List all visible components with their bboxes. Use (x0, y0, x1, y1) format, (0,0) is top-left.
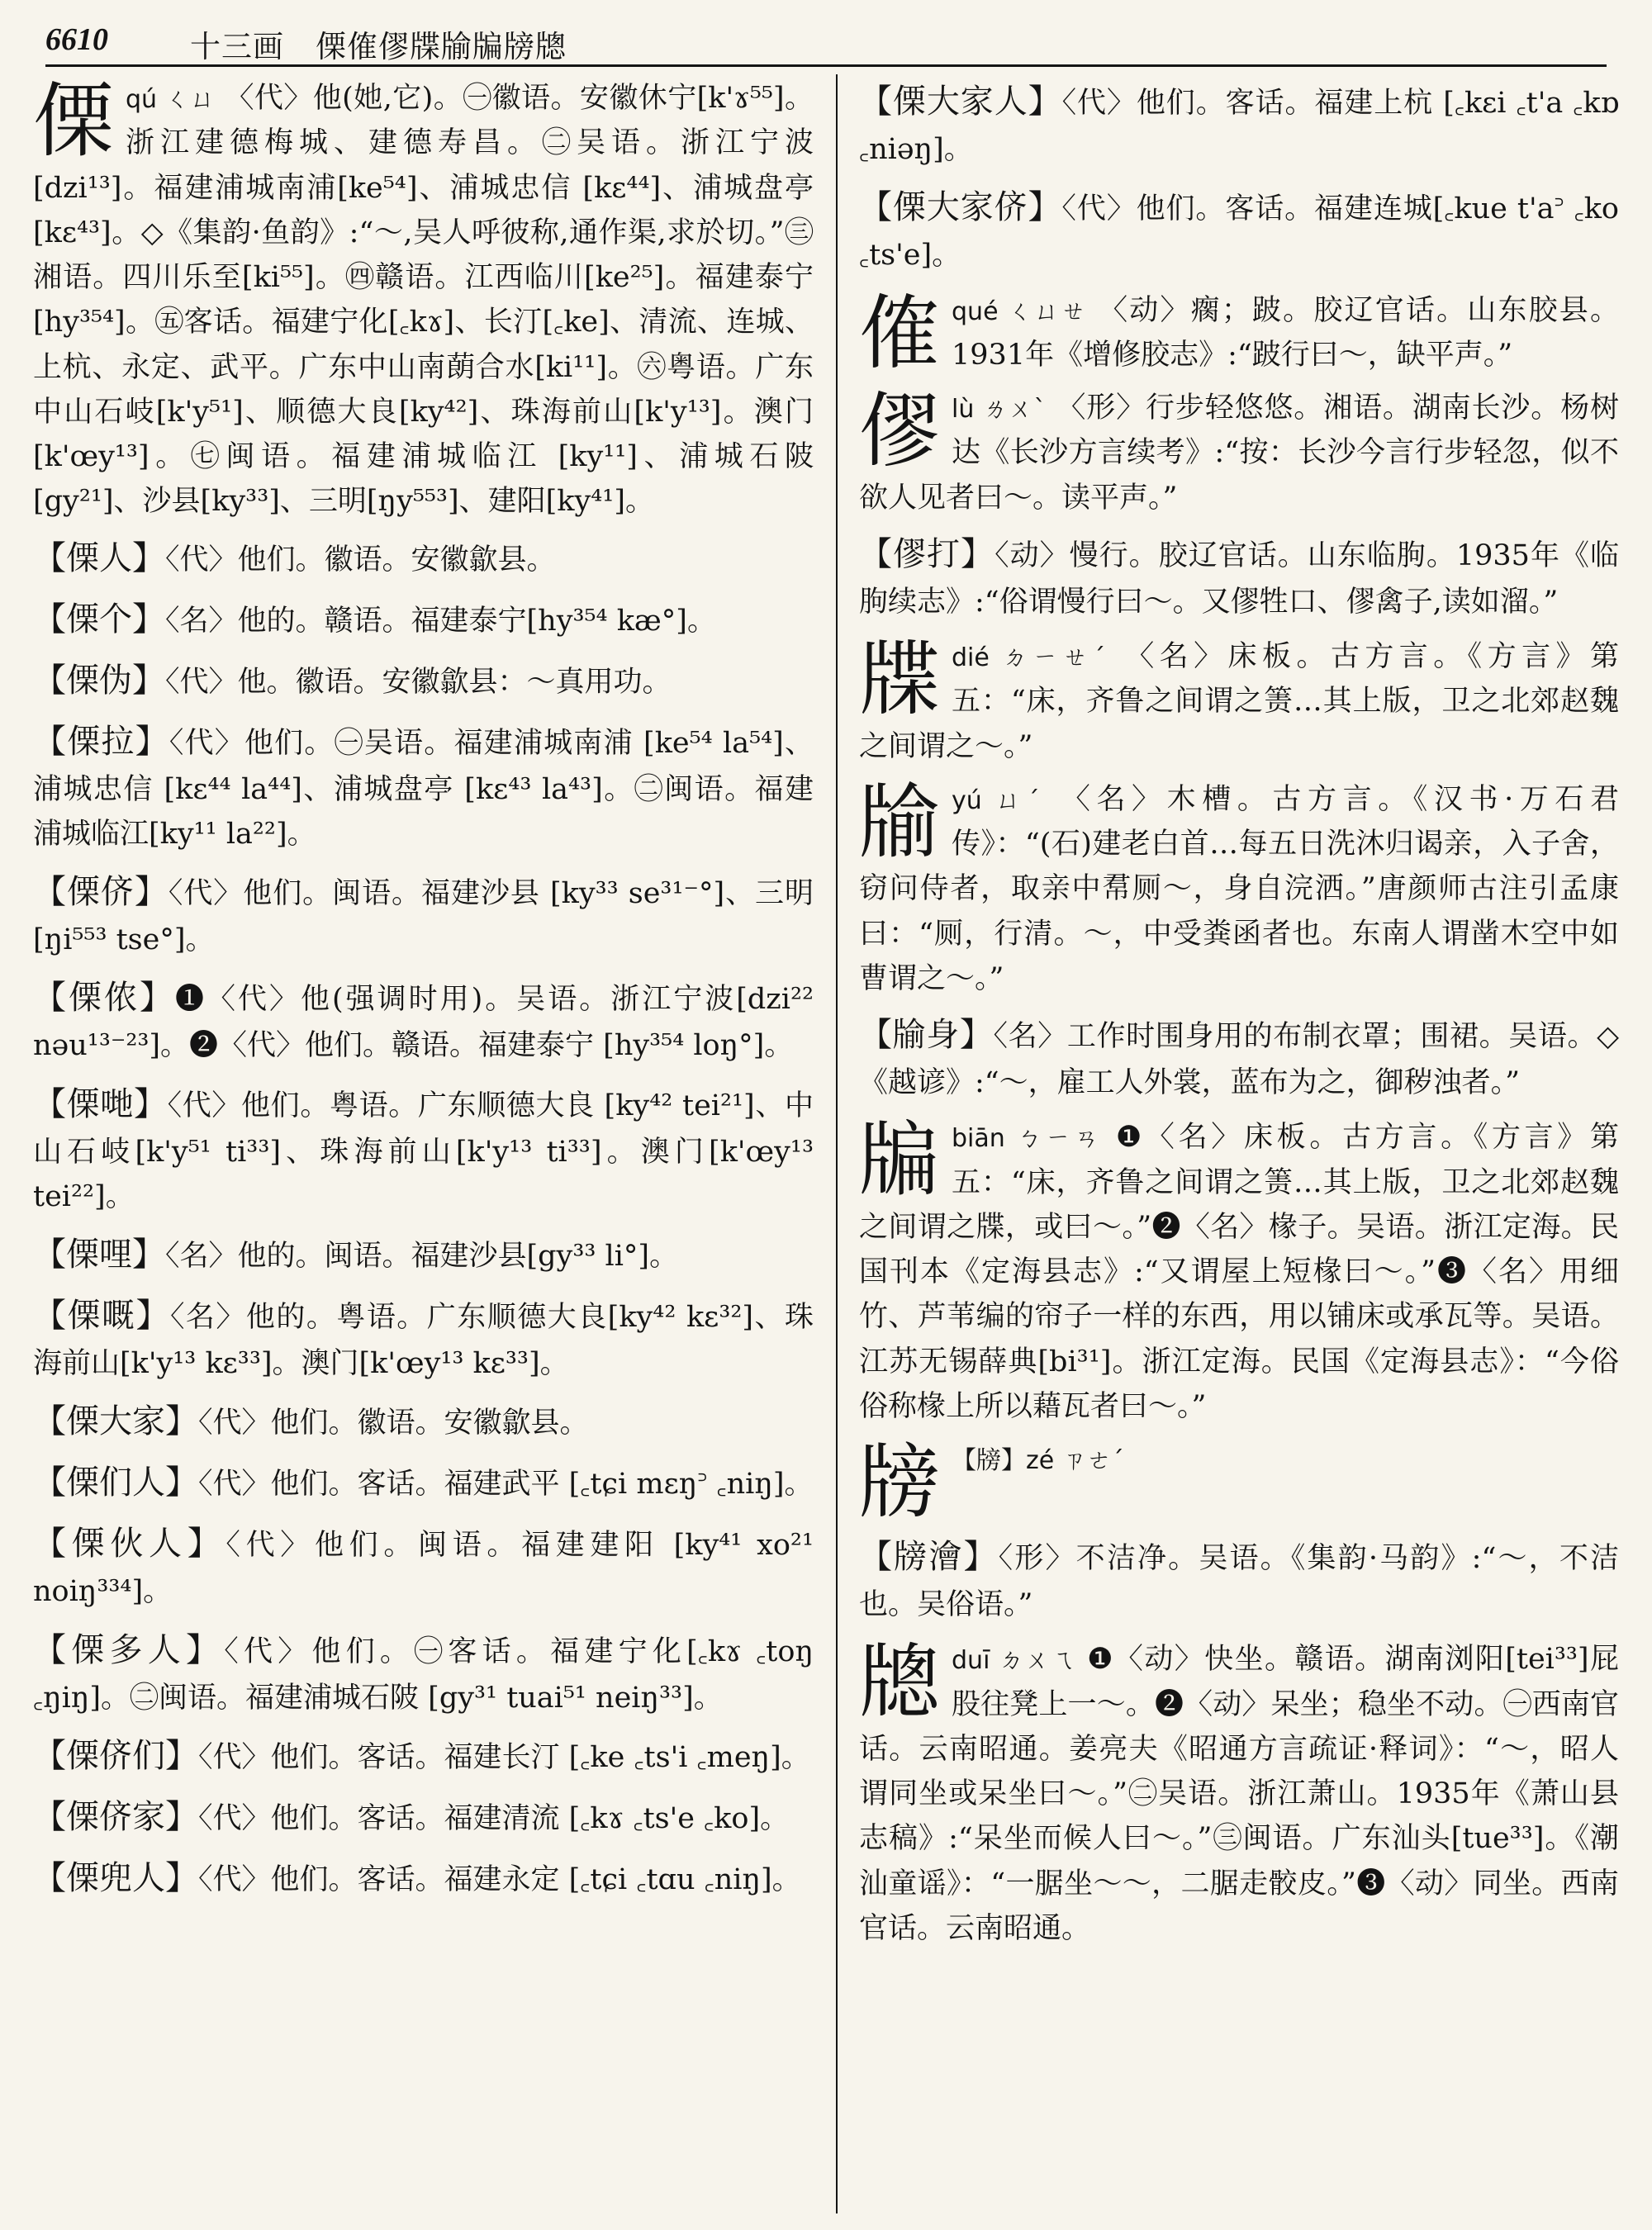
headword-char: 牓 (859, 1435, 941, 1530)
definition-text: 〈代〉他们。徽语。安徽歙县。 (165, 543, 556, 576)
definition-text: ❶〈代〉他(强调时用)。吴语。浙江宁波[dzi²² nəu¹³⁻²³]。❷〈代〉他们。赣语。福建泰宁 [hy³⁵⁴ loŋ°]。 (33, 983, 814, 1063)
compound-entry (859, 529, 1619, 624)
entry-term: 【傈们人】 (33, 1464, 198, 1502)
entry-term: 【傈侬】 (33, 979, 175, 1018)
definition-text: 〈代〉他们。徽语。安徽歙县。 (198, 1407, 589, 1440)
entry-term: 【傈侪家】 (33, 1797, 198, 1836)
pronunciation: yú ㄩˊ (952, 785, 1047, 815)
definition-text: 〈动〉瘸；跛。胶辽官话。山东胶县。1931年《增修胶志》:“跛行曰～，缺平声。” (952, 293, 1619, 372)
definition-text: 〈名〉他的。赣语。福建泰宁[hy³⁵⁴ kæ°]。 (165, 604, 716, 638)
headword-char: 牏 (859, 775, 941, 870)
compound-entry (33, 1396, 814, 1447)
definition-text: 〈代〉他(她,它)。㊀徽语。安徽休宁[k'ɤ⁵⁵]。浙江建德梅城、建德寿昌。㊁吴语。浙江宁波[dzi¹³]。福建浦城南浦[ke⁵⁴]、浦城忠信 [kɛ⁴⁴]、浦城盘亭[kɛ⁴³]。◇《集韵·鱼韵》:“～,吴人呼彼称,通作渠,求於切。”㊂湘语。四川乐至[ki⁵⁵]。㊃赣语。江西临川[ke²⁵]。福建泰宁[hy³⁵⁴]。㊄客话。福建宁化[꜀kɤ]、长汀[꜀ke]、清流、连城、上杭、永定、武平。广东中山南蓢合水[ki¹¹]。㊅粤语。广东中山石岐[k'y⁵¹]、顺德大良[ky⁴²]、珠海前山[k'y¹³]。澳门[k'œy¹³]。㊆闽语。福建浦城临江 [ky¹¹]、浦城石陂 [gy²¹]、沙县[ky³³]、三明[ŋy⁵⁵³]、建阳[ky⁴¹]。 (33, 82, 814, 519)
definition-text: 〈代〉他。徽语。安徽歙县：～真用功。 (165, 665, 672, 699)
pronunciation: biān ㄅㄧㄢ (952, 1124, 1104, 1154)
entry-term: 【僇打】 (859, 534, 995, 573)
page-number: 6610 (45, 22, 108, 57)
compound-entry (859, 76, 1619, 172)
column-divider (836, 74, 838, 2213)
entry-term: 【傈人】 (33, 539, 165, 577)
compound-entry (33, 594, 814, 645)
compound-entry (33, 1290, 814, 1386)
definition-text: 〈名〉他的。粤语。广东顺德大良[ky⁴² kɛ³²]、珠海前山[k'y¹³ kɛ³³]。澳门[k'œy¹³ kɛ³³]。 (33, 1301, 814, 1380)
headword-block (859, 286, 1619, 381)
right-column (859, 76, 1619, 1959)
left-column (33, 76, 814, 1914)
entry-term: 【傈大家】 (33, 1402, 198, 1441)
definition-text: 〈名〉床板。古方言。《方言》第五：“床，齐鲁之间谓之箦…其上版，卫之北郊赵魏之间谓之～。” (859, 640, 1619, 763)
pronunciation: qué ㄑㄩㄝ (952, 297, 1088, 326)
definition-text: 〈代〉他们。客话。福建永定 [꜀tɕi ꜀tɑu ꜀niŋ]。 (198, 1862, 801, 1896)
entry-term: 【傈兜人】 (33, 1858, 198, 1897)
headword-block (859, 777, 1619, 1001)
compound-entry (33, 1625, 814, 1720)
definition-text: 〈代〉他们。闽语。福建建阳 [ky⁴¹ xo²¹ noiŋ³³⁴]。 (33, 1529, 814, 1609)
entry-term: 【牓澮】 (859, 1538, 999, 1576)
entry-term: 【傈个】 (33, 600, 165, 638)
definition-text: 〈代〉他们。客话。福建长汀 [꜀ke ꜀ts'i ꜀meŋ]。 (198, 1740, 810, 1774)
definition-text: ❶〈名〉床板。古方言。《方言》第五：“床，齐鲁之间谓之箦…其上版，卫之北郊赵魏之间谓之牒，或曰～。”❷〈名〉椽子。吴语。浙江定海。民国刊本《定海县志》:“又谓屋上短椽曰～。”❸〈名〉用细竹、芦苇编的帘子一样的东西，用以铺床或承瓦等。吴语。江苏无锡薛典[bi³¹]。浙江定海。民国《定海县志》：“今俗俗称椽上所以藉瓦者曰～。” (859, 1121, 1619, 1423)
compound-entry (33, 533, 814, 584)
entry-term: 【傈哋】 (33, 1084, 168, 1123)
entry-term: 【牏身】 (859, 1016, 994, 1054)
entry-term: 【傈大家侪】 (859, 188, 1062, 227)
entry-term: 【傈嘅】 (33, 1297, 170, 1335)
headword-char: 傈 (33, 74, 115, 168)
entry-term: 【傈伪】 (33, 661, 165, 700)
headword-char: 僇 (859, 384, 941, 478)
headword-block (859, 1637, 1619, 1951)
definition-text: 〈动〉慢行。胶辽官话。山东临朐。1935年《临朐续志》:“俗谓慢行曰～。又僇牲口、僇禽子,读如溜。” (859, 539, 1620, 619)
compound-entry (859, 1009, 1619, 1105)
entry-term: 【傈拉】 (33, 722, 169, 761)
compound-entry (33, 1730, 814, 1782)
compound-entry (33, 1229, 814, 1280)
definition-text: 〈形〉不洁净。吴语。《集韵·马韵》:“～，不洁也。吴俗语。” (859, 1542, 1620, 1621)
compound-entry (33, 1457, 814, 1508)
pronunciation: duī ㄉㄨㄟ (952, 1646, 1077, 1676)
compound-entry (33, 655, 814, 706)
entry-term: 【傈侪们】 (33, 1736, 198, 1775)
page-header (45, 15, 1607, 63)
definition-text: ❶〈动〉快坐。赣语。湖南浏阳[tei³³]屁股往凳上一～。❷〈动〉呆坐；稳坐不动。㊀西南官话。云南昭通。姜亮夫《昭通方言疏证·释词》：“～，昭人谓同坐或呆坐曰～。”㊁吴语。浙江萧山。1935年《萧山县志稿》:“呆坐而候人曰～。”㊂闽语。广东汕头[tue³³]。《潮汕童谣》：“一腒坐～～，二腒走骹皮。”❸〈动〉同坐。西南官话。云南昭通。 (859, 1643, 1619, 1945)
compound-entry (33, 716, 814, 857)
headword-char: 傕 (859, 286, 941, 381)
headword-char: 牒 (859, 633, 941, 727)
header-rule (45, 64, 1607, 67)
entry-term: 【傈大家人】 (859, 83, 1062, 121)
compound-entry (859, 1531, 1619, 1627)
pronunciation: dié ㄉㄧㄝˊ (952, 643, 1111, 672)
headword-block (859, 634, 1619, 769)
headword-block (33, 76, 814, 524)
headword-char: 牕 (859, 1635, 941, 1730)
entry-term: 【傈侪】 (33, 873, 169, 911)
definition-text: 〈形〉行步轻悠悠。湘语。湖南长沙。杨树达《长沙方言续考》:“按：长沙今言行步轻忽，似不欲人见者曰～。读平声。” (859, 391, 1619, 515)
pronunciation: qú ㄑㄩ (126, 85, 216, 114)
definition-text: 〈代〉他们。粤语。广东顺德大良 [ky⁴² tei²¹]、中山石岐[k'y⁵¹ ti³³]、珠海前山[k'y¹³ ti³³]。澳门[k'œy¹³ tei²²]。 (33, 1089, 814, 1213)
definition-text: 〈代〉他们。客话。福建武平 [꜀tɕi mɛŋ꜄ ꜀niŋ]。 (198, 1468, 814, 1502)
pronunciation: lù ㄌㄨˋ (952, 395, 1047, 424)
page-header-title: 十三画 傈傕僇牒牏牑牓牕 (190, 29, 567, 64)
compound-entry (33, 1791, 814, 1843)
headword-block (859, 386, 1619, 520)
definition-text: 〈名〉他的。闽语。福建沙县[gy³³ li°]。 (165, 1240, 679, 1273)
pronunciation: 【牓】zé ㄗㄜˊ (952, 1446, 1124, 1475)
definition-text: 〈名〉木槽。古方言。《汉书·万石君传》：“(石)建老白首…每五日洗沐归谒亲，入子舍，窃问侍者，取亲中帬厕～，身自浣洒。”唐颜师古注引孟康曰：“厕，行清。～，中受粪函者也。东南人谓凿木空中如曹谓之～。” (859, 782, 1619, 995)
definition-text: 〈代〉他们。客话。福建清流 [꜀kɤ ꜀ts'e ꜀ko]。 (198, 1801, 790, 1835)
compound-entry (33, 972, 814, 1068)
compound-entry (859, 182, 1619, 278)
compound-entry (33, 1079, 814, 1220)
definition-text: 〈代〉他们。客话。福建连城[꜀kue t'a꜄ ꜀ko ꜀ts'e]。 (859, 192, 1619, 273)
compound-entry (33, 1853, 814, 1904)
definition-text: 〈代〉他们。㊀吴语。福建浦城南浦 [ke⁵⁴ la⁵⁴]、浦城忠信 [kɛ⁴⁴ la⁴⁴]、浦城盘亭 [kɛ⁴³ la⁴³]。㊁闽语。福建浦城临江[ky¹¹ la²²]。 (33, 726, 814, 851)
compound-entry (33, 1518, 814, 1614)
definition-text: 〈代〉他们。闽语。福建沙县 [ky³³ se³¹⁻°]、三明[ŋi⁵⁵³ tse°]。 (33, 877, 814, 956)
definition-text: 〈名〉工作时围身用的布制衣罩；围裙。吴语。◇《越谚》:“～，雇工人外裳，蓝布为之，御秽浊者。” (859, 1020, 1620, 1099)
entry-term: 【傈多人】 (33, 1630, 225, 1669)
definition-text: 〈代〉他们。客话。福建上杭 [꜀kɛi ꜀t'a ꜀kɒ ꜀niəŋ]。 (859, 87, 1619, 166)
headword-block (859, 1435, 1619, 1530)
headword-char: 牑 (859, 1113, 941, 1208)
entry-term: 【傈伙人】 (33, 1525, 226, 1563)
definition-text: 〈代〉他们。㊀客话。福建宁化[꜀kɤ ꜀toŋ ꜀ŋiŋ]。㊁闽语。福建浦城石陂 [gy³¹ tuai⁵¹ neiŋ³³]。 (33, 1635, 814, 1715)
compound-entry (33, 866, 814, 962)
entry-term: 【傈哩】 (33, 1236, 165, 1274)
headword-block (859, 1115, 1619, 1429)
